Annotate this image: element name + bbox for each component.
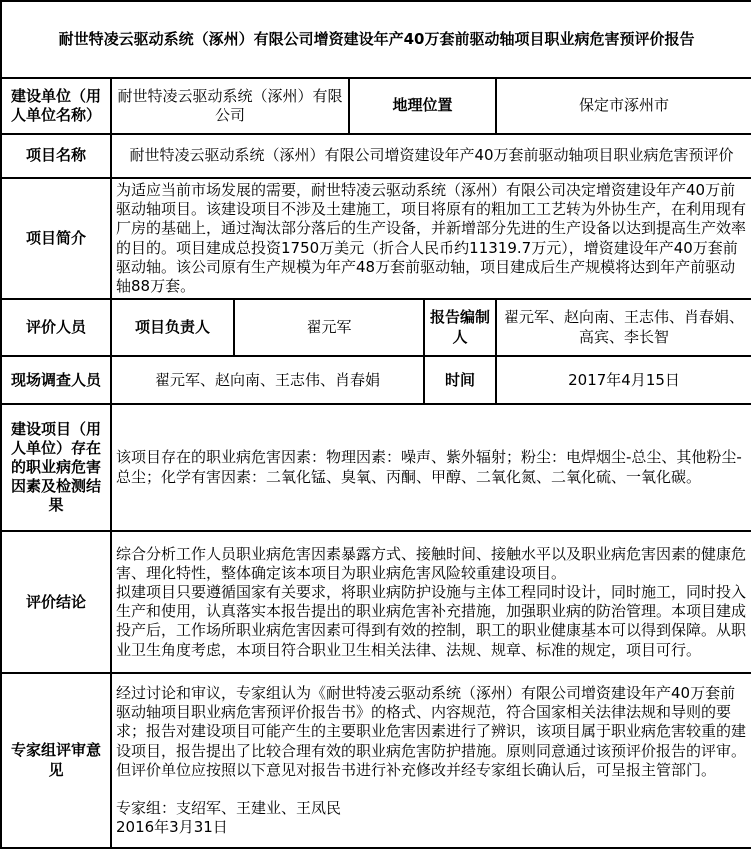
evaluators-label: 评价人员 — [1, 299, 111, 356]
expert-review-label: 专家组评审意见 — [1, 673, 111, 848]
report-title: 耐世特凌云驱动系统（涿州）有限公司增资建设年产40万套前驱动轴项目职业病危害预评价报告 — [1, 1, 751, 78]
hazards-row — [1, 404, 751, 531]
project-name-label: 项目名称 — [1, 134, 111, 178]
hazards-label: 建设项目（用人单位）存在的职业病危害因素及检测结果 — [1, 404, 111, 531]
expert-review-paragraph: 经过讨论和审议，专家组认为《耐世特凌云驱动系统（涿州）有限公司增资建设年产40万套前驱动轴项目职业病危害预评价报告书》的格式、内容规范，符合国家相关法律法规和导则的要求；报告对建设项目可能产生的主要职业危害因素进行了辨识，该项目属于职业病危害较重的建设项目，报告提出了比较合理有效的职业病危害防护措施。原则同意通过该预评价报告的评审。但评价单位应按照以下意见对报告书进行补充修改并经专家组长确认后，可呈报主管部门。 — [116, 683, 747, 779]
conclusion-paragraph-2: 拟建项目只要遵循国家有关要求，将职业病防护设施与主体工程同时设计，同时施工，同时投入生产和使用，认真落实本报告提出的职业病危害补充措施，加强职业病的防治管理。本项目建成投产后，工作场所职业病危害因素可得到有效的控制，职工的职业健康基本可以得到保障。从职业卫生角度考虑，本项目符合职业卫生相关法律、法规、规章、标准的规定，项目可行。 — [116, 582, 747, 659]
hazards-value: 该项目存在的职业病危害因素：物理因素：噪声、紫外辐射；粉尘：电焊烟尘-总尘、其他粉尘-总尘；化学有害因素：二氧化锰、臭氧、丙酮、甲醇、二氧化氮、二氧化硫、一氧化碳。 — [111, 404, 751, 531]
conclusion-value — [111, 531, 751, 673]
conclusion-row — [1, 531, 751, 673]
project-intro-label: 项目简介 — [1, 178, 111, 299]
site-survey-value: 翟元军、赵向南、王志伟、肖春娟 — [111, 356, 424, 404]
conclusion-paragraph-1: 综合分析工作人员职业病危害因素暴露方式、接触时间、接触水平以及职业病危害因素的健康危害、理化特性，整体确定该本项目为职业病危害风险较重建设项目。 — [116, 544, 747, 582]
evaluators-row — [1, 299, 751, 356]
site-survey-label: 现场调查人员 — [1, 356, 111, 404]
time-label: 时间 — [424, 356, 496, 404]
expert-review-spacer — [116, 780, 747, 799]
location-value: 保定市涿州市 — [496, 78, 751, 134]
expert-review-value — [111, 673, 751, 848]
construction-unit-label: 建设单位（用人单位名称） — [1, 78, 111, 134]
site-survey-row — [1, 356, 751, 404]
construction-unit-value: 耐世特凌云驱动系统（涿州）有限公司 — [111, 78, 349, 134]
project-intro-value: 为适应当前市场发展的需要，耐世特凌云驱动系统（涿州）有限公司决定增资建设年产40万前驱动轴项目。该建设项目不涉及土建施工，项目将原有的粗加工工艺转为外协生产，在利用现有厂房的基础上，通过淘汰部分落后的生产设备，并新增部分先进的生产设备以达到提高生产效率的目的。项目建成总投资1750万美元（折合人民币约11319.7万元），增资建设年产40万套前驱动轴。该公司原有生产规模为年产48万套前驱动轴，项目建成后生产规模将达到年产前驱动轴88万套。 — [111, 178, 751, 299]
project-intro-row — [1, 178, 751, 299]
construction-unit-row — [1, 78, 751, 134]
conclusion-label: 评价结论 — [1, 531, 111, 673]
expert-review-row — [1, 673, 751, 848]
expert-review-date: 2016年3月31日 — [116, 818, 228, 837]
location-label: 地理位置 — [349, 78, 496, 134]
report-compilers-label: 报告编制人 — [424, 299, 496, 356]
project-name-value: 耐世特凌云驱动系统（涿州）有限公司增资建设年产40万套前驱动轴项目职业病危害预评价 — [111, 134, 751, 178]
project-leader-value: 翟元军 — [234, 299, 424, 356]
project-leader-label: 项目负责人 — [111, 299, 234, 356]
title-row — [1, 1, 751, 78]
time-value: 2017年4月15日 — [496, 356, 751, 404]
project-name-row — [1, 134, 751, 178]
report-compilers-value: 翟元军、赵向南、王志伟、肖春娟、高宾、李长智 — [496, 299, 751, 356]
expert-group-names: 专家组：支绍军、王建业、王凤民 — [116, 798, 342, 817]
